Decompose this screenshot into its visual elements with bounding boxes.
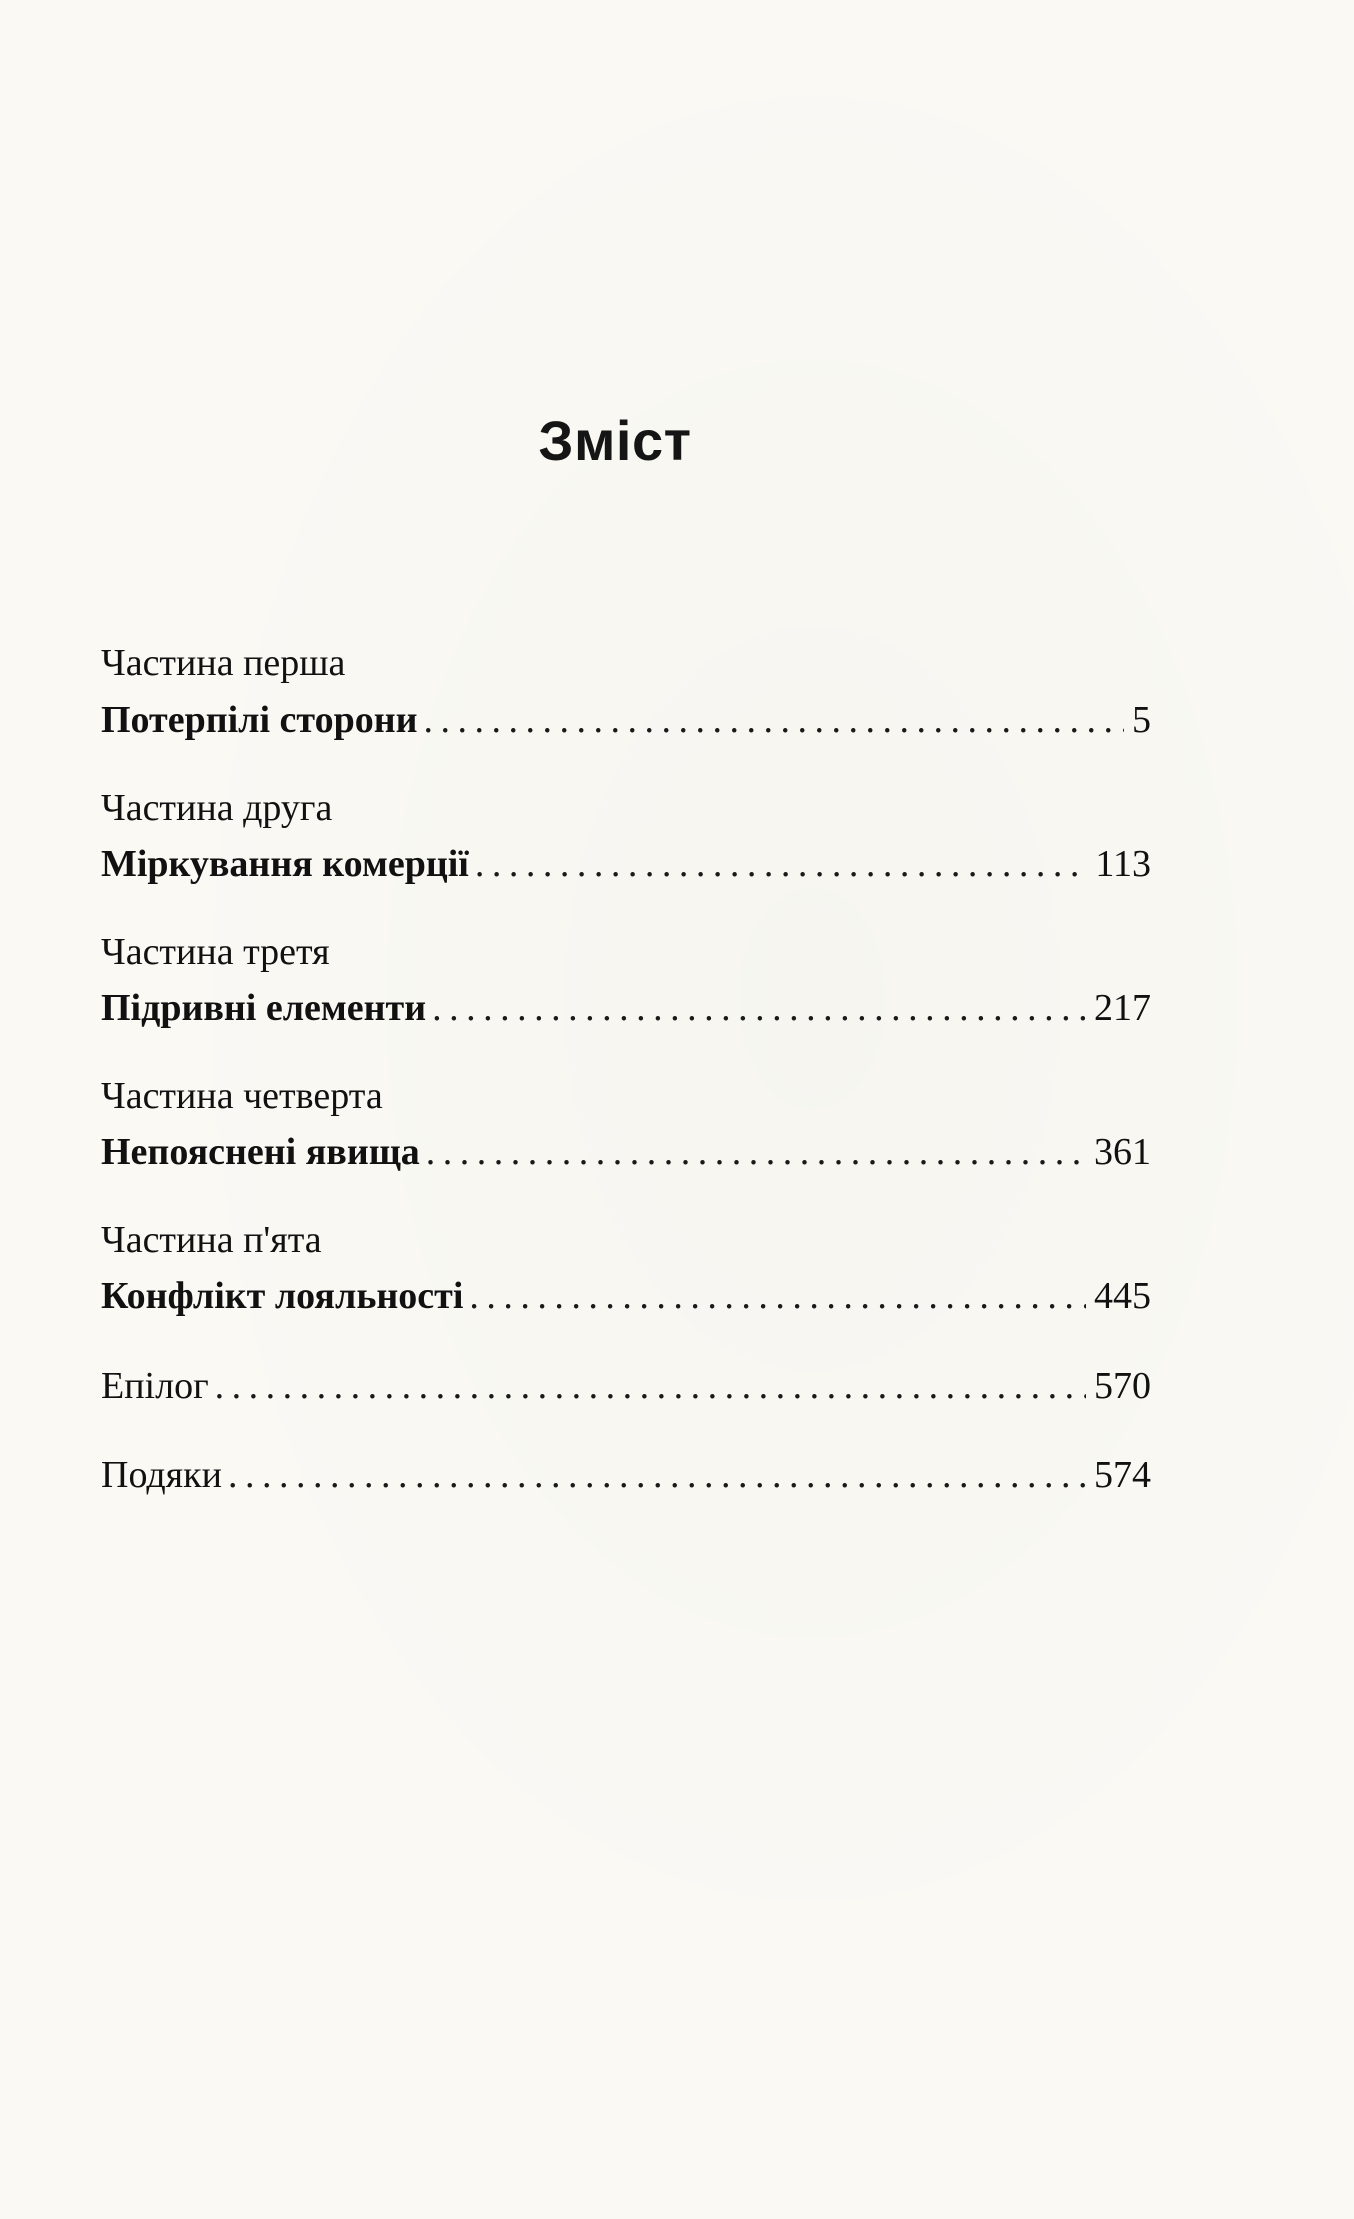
dot-leader [424,697,1124,743]
toc-page-number: 361 [1094,1131,1151,1173]
toc-page-number: 113 [1095,843,1151,885]
toc-page-number: 574 [1094,1454,1151,1496]
dot-leader [432,985,1086,1031]
toc-entry-title: Конфлікт лояльності [101,1275,464,1317]
toc-entry-title: Подяки [101,1454,222,1496]
toc-entry-title: Потерпілі сторони [101,699,418,741]
dot-leader [475,841,1088,887]
toc-entry-epilogue[interactable] [101,1363,1151,1409]
dot-leader [228,1452,1086,1498]
toc-page-number: 570 [1094,1365,1151,1407]
dot-leader [426,1129,1086,1175]
toc-entry-title: Непояснені явища [101,1131,420,1173]
toc-entry[interactable] [101,1273,1151,1319]
toc-page-number: 217 [1094,987,1151,1029]
toc-entry[interactable] [101,697,1151,743]
dot-leader [215,1363,1086,1409]
part-label: Частина третя [101,931,330,973]
toc-entry[interactable] [101,1129,1151,1175]
toc-page-number: 445 [1094,1275,1151,1317]
dot-leader [469,1273,1086,1319]
part-label: Частина перша [101,642,346,684]
toc-entry-title: Епілог [101,1365,209,1407]
toc-entry[interactable] [101,985,1151,1031]
toc-entry[interactable] [101,841,1151,887]
toc-entry-title: Міркування комерції [101,843,469,885]
toc-entry-title: Підривні елементи [101,987,427,1029]
part-label: Частина п'ята [101,1219,322,1261]
toc-page-number: 5 [1132,699,1151,741]
part-label: Частина четверта [101,1075,383,1117]
toc-entry-acknowledgements[interactable] [101,1452,1151,1498]
page-title: Зміст [538,409,692,472]
part-label: Частина друга [101,787,333,829]
